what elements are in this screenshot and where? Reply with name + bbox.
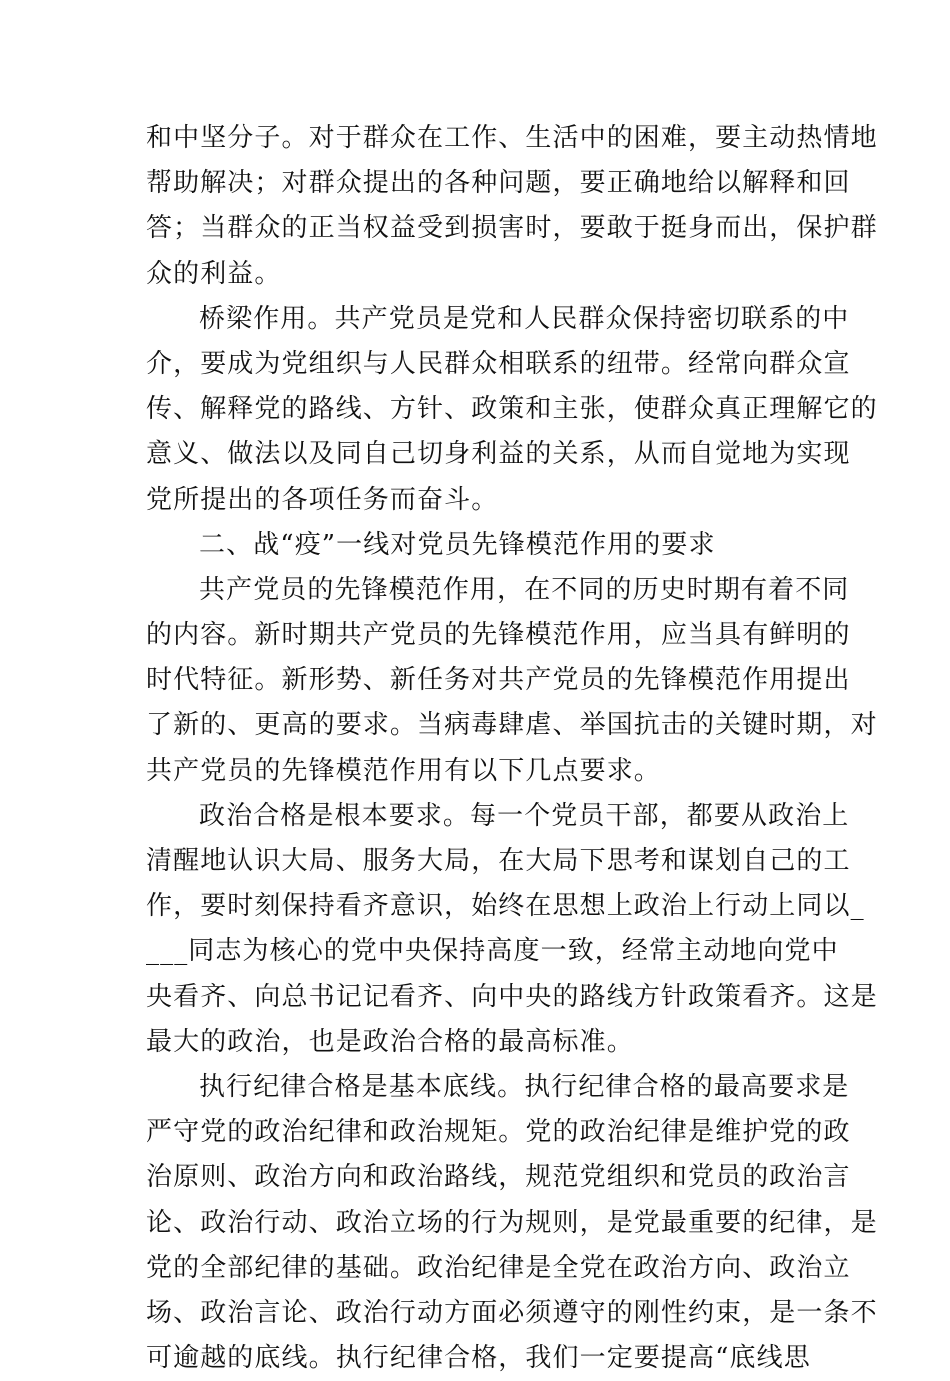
text-line: 和中坚分子。对于群众在工作、生活中的困难，要主动热情地	[146, 123, 878, 153]
text-line: 央看齐、向总书记记看齐、向中央的路线方针政策看齐。这是	[146, 981, 878, 1012]
text-line: 的内容。新时期共产党员的先锋模范作用，应当具有鲜明的	[146, 620, 851, 651]
text-line: 意义、做法以及同自己切身利益的关系，从而自觉地为实现	[146, 439, 851, 470]
text-line: 时代特征。新形势、新任务对共产党员的先锋模范作用提出	[146, 665, 851, 696]
text-line: 场、政治言论、政治行动方面必须遵守的刚性约束，是一条不	[146, 1297, 878, 1328]
text-line: 共产党员的先锋模范作用有以下几点要求。	[146, 755, 661, 786]
text-line: 介，要成为党组织与人民群众相联系的纽带。经常向群众宣	[146, 348, 851, 379]
text-line: 论、政治行动、政治立场的行为规则，是党最重要的纪律，是	[146, 1207, 878, 1238]
text-line: 众的利益。	[146, 258, 282, 289]
paragraph-first-line: 共产党员的先锋模范作用，在不同的历史时期有着不同	[199, 574, 850, 605]
text-line: 传、解释党的路线、方针、政策和主张，使群众真正理解它的	[146, 394, 878, 425]
text-line: 可逾越的底线。执行纪律合格，我们一定要提高“底线思	[146, 1343, 811, 1374]
text-line: 清醒地认识大局、服务大局，在大局下思考和谋划自己的工	[146, 846, 851, 876]
section-heading: 二、战“疫”一线对党员先锋模范作用的要求	[199, 529, 716, 560]
text-line: 了新的、更高的要求。当病毒肆虐、举国抗击的关键时期，对	[146, 710, 878, 741]
text-line: 帮助解决；对群众提出的各种问题，要正确地给以解释和回	[146, 168, 851, 199]
text-line: 党所提出的各项任务而奋斗。	[146, 484, 499, 515]
paragraph-first-line: 执行纪律合格是基本底线。执行纪律合格的最高要求是	[199, 1071, 850, 1102]
text-line: 党的全部纪律的基础。政治纪律是全党在政治方向、政治立	[146, 1252, 851, 1283]
text-line: ___同志为核心的党中央保持高度一致，经常主动地向党中	[146, 936, 839, 967]
text-line: 治原则、政治方向和政治路线，规范党组织和党员的政治言	[146, 1162, 851, 1193]
text-line: 作，要时刻保持看齐意识，始终在思想上政治上行动上同以_	[146, 891, 865, 922]
document-body	[146, 116, 878, 1381]
paragraph-first-line: 桥梁作用。共产党员是党和人民群众保持密切联系的中	[199, 303, 850, 334]
text-line: 最大的政治，也是政治合格的最高标准。	[146, 1026, 634, 1057]
paragraph-first-line: 政治合格是根本要求。每一个党员干部，都要从政治上	[199, 800, 850, 831]
text-line: 严守党的政治纪律和政治规矩。党的政治纪律是维护党的政	[146, 1117, 851, 1148]
text-line: 答；当群众的正当权益受到损害时，要敢于挺身而出，保护群	[146, 213, 878, 244]
